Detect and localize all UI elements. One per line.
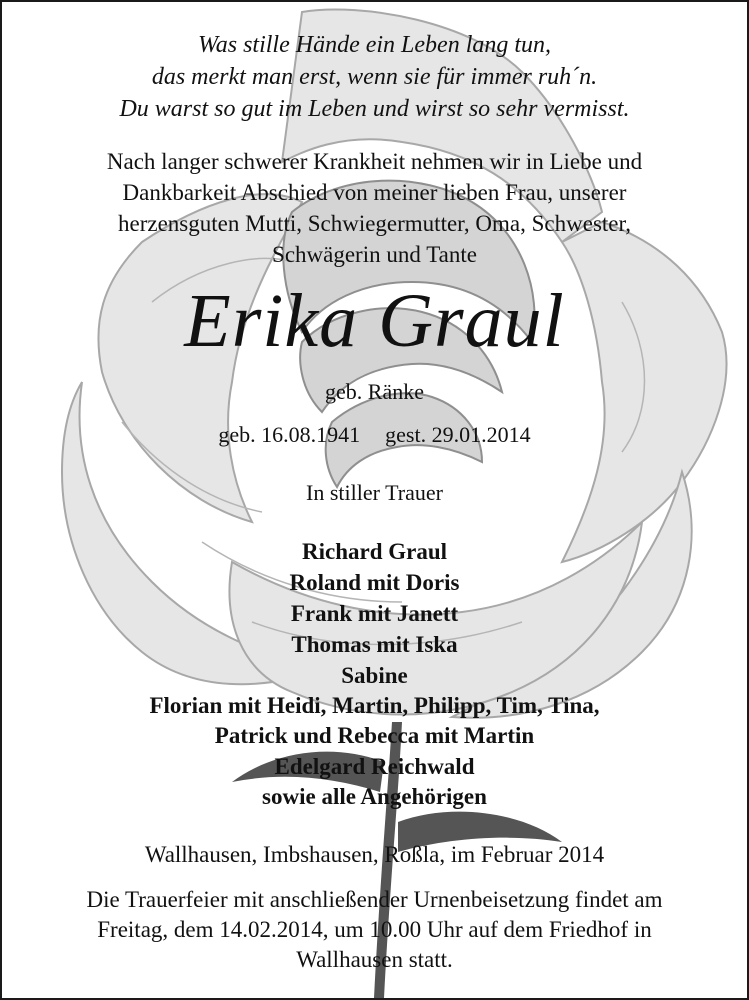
announcement-line: Dankbarkeit Abschied von meiner lieben Frau, unserer <box>122 180 627 205</box>
birth-date: geb. 16.08.1941 <box>218 422 361 447</box>
deceased-name: Erika Graul <box>184 279 565 363</box>
mourner-line: Richard Graul <box>301 539 448 564</box>
mourner-line: Patrick und Rebecca mit Martin <box>214 723 535 748</box>
mourner-line: Frank mit Janett <box>290 601 459 626</box>
mourning-intro: In stiller Trauer <box>306 480 443 505</box>
poem-line: das merkt man erst, wenn sie für immer ruh´n. <box>151 64 598 90</box>
funeral-notice-line: Die Trauerfeier mit anschließender Urnenbeisetzung findet am <box>86 887 663 912</box>
mourner-line: sowie alle Angehörigen <box>262 784 487 809</box>
announcement-line: Nach langer schwerer Krankheit nehmen wir in Liebe und <box>106 149 643 174</box>
announcement-line: herzensguten Mutti, Schwiegermutter, Oma, Schwester, <box>118 211 631 236</box>
mourner-line: Edelgard Reichwald <box>274 754 475 779</box>
notice-text <box>2 2 747 998</box>
mourner-line: Roland mit Doris <box>289 570 460 595</box>
place-date: Wallhausen, Imbshausen, Roßla, im Februar 2014 <box>144 842 605 867</box>
funeral-notice-line: Freitag, dem 14.02.2014, um 10.00 Uhr auf dem Friedhof in <box>97 917 652 942</box>
funeral-notice-line: Wallhausen statt. <box>296 947 453 972</box>
life-dates <box>2 422 747 448</box>
mourner-line: Florian mit Heidi, Martin, Philipp, Tim, Tina, <box>149 693 600 718</box>
announcement-line: Schwägerin und Tante <box>272 242 477 267</box>
poem-line: Du warst so gut im Leben und wirst so sehr vermisst. <box>119 96 630 122</box>
death-date: gest. 29.01.2014 <box>385 422 531 447</box>
poem-line: Was stille Hände ein Leben lang tun, <box>197 32 552 58</box>
maiden-name: geb. Ränke <box>325 379 424 404</box>
mourner-line: Sabine <box>341 663 408 688</box>
mourner-line: Thomas mit Iska <box>291 632 458 657</box>
